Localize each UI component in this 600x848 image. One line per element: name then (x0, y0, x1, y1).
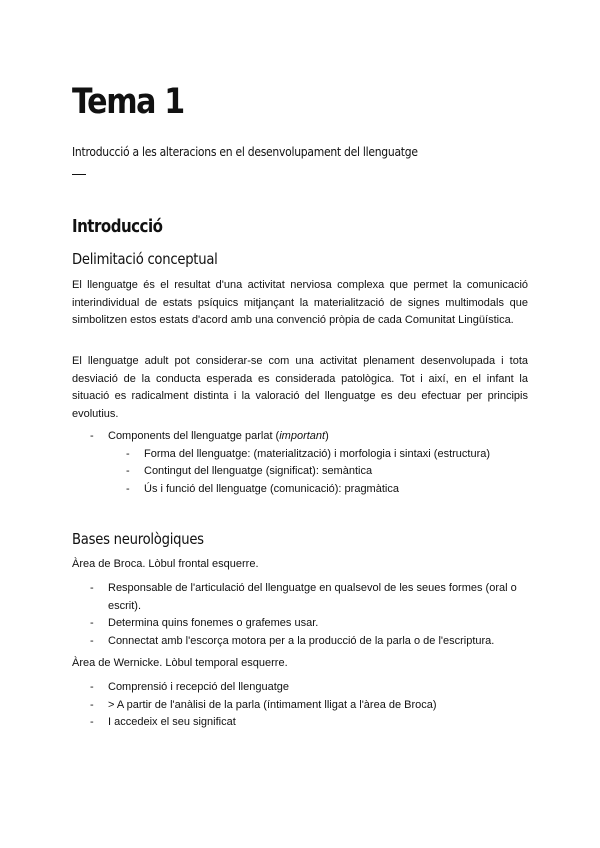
title-divider (72, 174, 86, 175)
broca-list (72, 580, 528, 650)
list-item (72, 697, 528, 715)
document-subtitle: Introducció a les alteracions en el desenvolupament del llenguatge (72, 145, 418, 159)
list-item-text: Forma del llenguatge: (materialització) i morfologia i sintaxi (estructura) (144, 447, 491, 460)
dash-bullet: - (90, 582, 94, 594)
list-item-text: Comprensió i recepció del llenguatge (108, 681, 289, 693)
dash-bullet: - (126, 482, 130, 495)
list-item (72, 633, 528, 651)
dash-bullet: - (90, 634, 94, 647)
paragraph-definition: El llenguatge és el resultat d'una activitat nerviosa complexa que permet la comunicació interindividual de estats psíquics mitjançant la materialització de signes multimodals que simbolitzen estos estats d'acord amb una convenció pròpia de cada Comunitat Lingüística. (72, 279, 528, 327)
wernicke-list (72, 679, 528, 732)
list-item (72, 446, 528, 464)
components-list (72, 428, 528, 498)
list-item (72, 615, 528, 633)
list-item-text: Responsable de l'articulació del llenguatge en qualsevol de les seues formes (oral o escrit). (108, 582, 517, 612)
list-item (72, 679, 528, 697)
list-item-text: Contingut del llenguatge (significat): semàntica (144, 465, 373, 478)
list-item-text: Ús i funció del llenguatge (comunicació): pragmàtica (144, 482, 399, 495)
broca-area-title: Àrea de Broca. Lòbul frontal esquerre. (72, 558, 259, 570)
list-item (72, 580, 528, 615)
document-title: Tema 1 (72, 82, 184, 122)
list-item-text: I accedeix el seu significat (108, 716, 236, 729)
dash-bullet: - (90, 716, 94, 729)
list-item-text: Determina quins fonemes o grafemes usar. (108, 617, 319, 630)
paragraph-adult-language: El llenguatge adult pot considerar-se com una activitat plenament desenvolupada i tota desviació de la conducta esperada es considerada patològica. Tot i així, en el infant la situació es radicalment distinta i la valoració del llenguatge es deu efectuar per principis evolutius. (72, 355, 528, 420)
list-item (72, 481, 528, 499)
list-item (72, 463, 528, 481)
list-item-close: ) (325, 430, 329, 442)
list-item-label: Components del llenguatge parlat ( (108, 430, 280, 442)
subsection-heading-delimitacio: Delimitació conceptual (72, 250, 218, 268)
dash-bullet: - (90, 698, 94, 711)
list-item-text: > A partir de l'anàlisi de la parla (íntimament lligat a l'àrea de Broca) (108, 698, 437, 711)
dash-bullet: - (90, 617, 94, 630)
dash-bullet: - (90, 681, 94, 693)
section-heading-introduccio: Introducció (72, 217, 163, 237)
dash-bullet: - (126, 465, 130, 478)
dash-bullet: - (126, 447, 130, 460)
subsection-heading-bases: Bases neurològiques (72, 530, 204, 548)
list-item (72, 714, 528, 732)
wernicke-area-title: Àrea de Wernicke. Lòbul temporal esquerre. (72, 657, 288, 669)
emphasis-text: important (279, 430, 326, 442)
dash-bullet: - (90, 430, 94, 442)
list-item (72, 428, 528, 446)
list-item-text: Connectat amb l'escorça motora per a la producció de la parla o de l'escriptura. (108, 634, 495, 647)
